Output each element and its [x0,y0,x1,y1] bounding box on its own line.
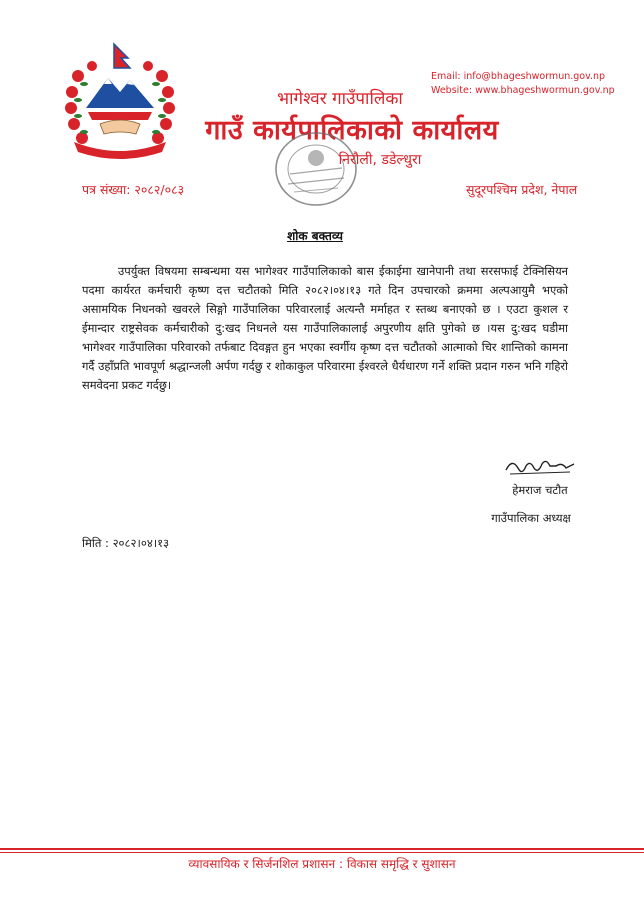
email-link[interactable]: Email: info@bhageshwormun.gov.np [431,71,606,82]
signer-name: हेमराज चटौत [512,483,568,497]
municipality-name: भागेश्वर गाउँपालिका [277,89,403,109]
office-stamp-icon [270,128,362,210]
province-address: सुदूरपश्चिम प्रदेश, नेपाल [466,182,578,197]
website-link[interactable]: Website: www.bhageshwormun.gov.np [431,85,615,96]
handwritten-signature-icon [500,452,580,484]
letter-number: पत्र संख्या: २०८२/०८३ [82,182,185,197]
subject-heading: शोक बक्तव्य [287,229,343,243]
body-paragraph: उपर्युक्त विषयमा सम्बन्धमा यस भागेश्वर गाउँपालिकाको बास ईकाईमा खानेपानी तथा सरसफाई टेक्निसियन पदमा कार्यरत कर्मचारी कृष्ण दत्त चटौतको मिति २०८२।०४।१३ गते दिन उपचारको क्रममा अल्पआयुमै भएको असामयिक निधनको खवरले सिङ्गो गाउँपालिका परिवारलाई अत्यन्तै मर्माहत र स्तब्ध बनाएको छ । एउटा कुशल र ईमान्दार राष्ट्रसेवक कर्मचारीको दु:खद निधनले यस गाउँपालिकालाई अपुरणीय क्षति पुगेको छ ।यस दु:खद घडीमा भागेश्वर गाउँपालिका परिवारको तर्फबाट दिवङ्गत हुन भएका स्वर्गीय कृष्ण दत्त चटौतको आत्माको चिर शान्तिको कामना गर्दै उहाँप्रति भावपूर्ण श्रद्धान्जली अर्पण गर्दछु र शोकाकुल परिवारमा ईश्वरले धैर्यधारण गर्ने शक्ति प्रदान गरुन भनि गहिरो समवेदना प्रकट गर्दछु। [82,264,568,392]
footer-divider-thin [0,852,644,853]
issue-date: मिति : २०८२।०४।१३ [82,536,170,550]
office-title: गाउँ कार्यपालिकाको कार्यालय [205,115,499,146]
footer-motto: व्यावसायिक र सिर्जनशिल प्रशासन : विकास समृद्धि र सुशासन [188,857,456,871]
footer-divider [0,848,644,850]
signer-designation: गाउँपालिका अध्यक्ष [491,511,571,525]
district-address: निरौली, डडेल्धुरा [338,152,422,168]
nepal-emblem-icon [64,42,176,160]
